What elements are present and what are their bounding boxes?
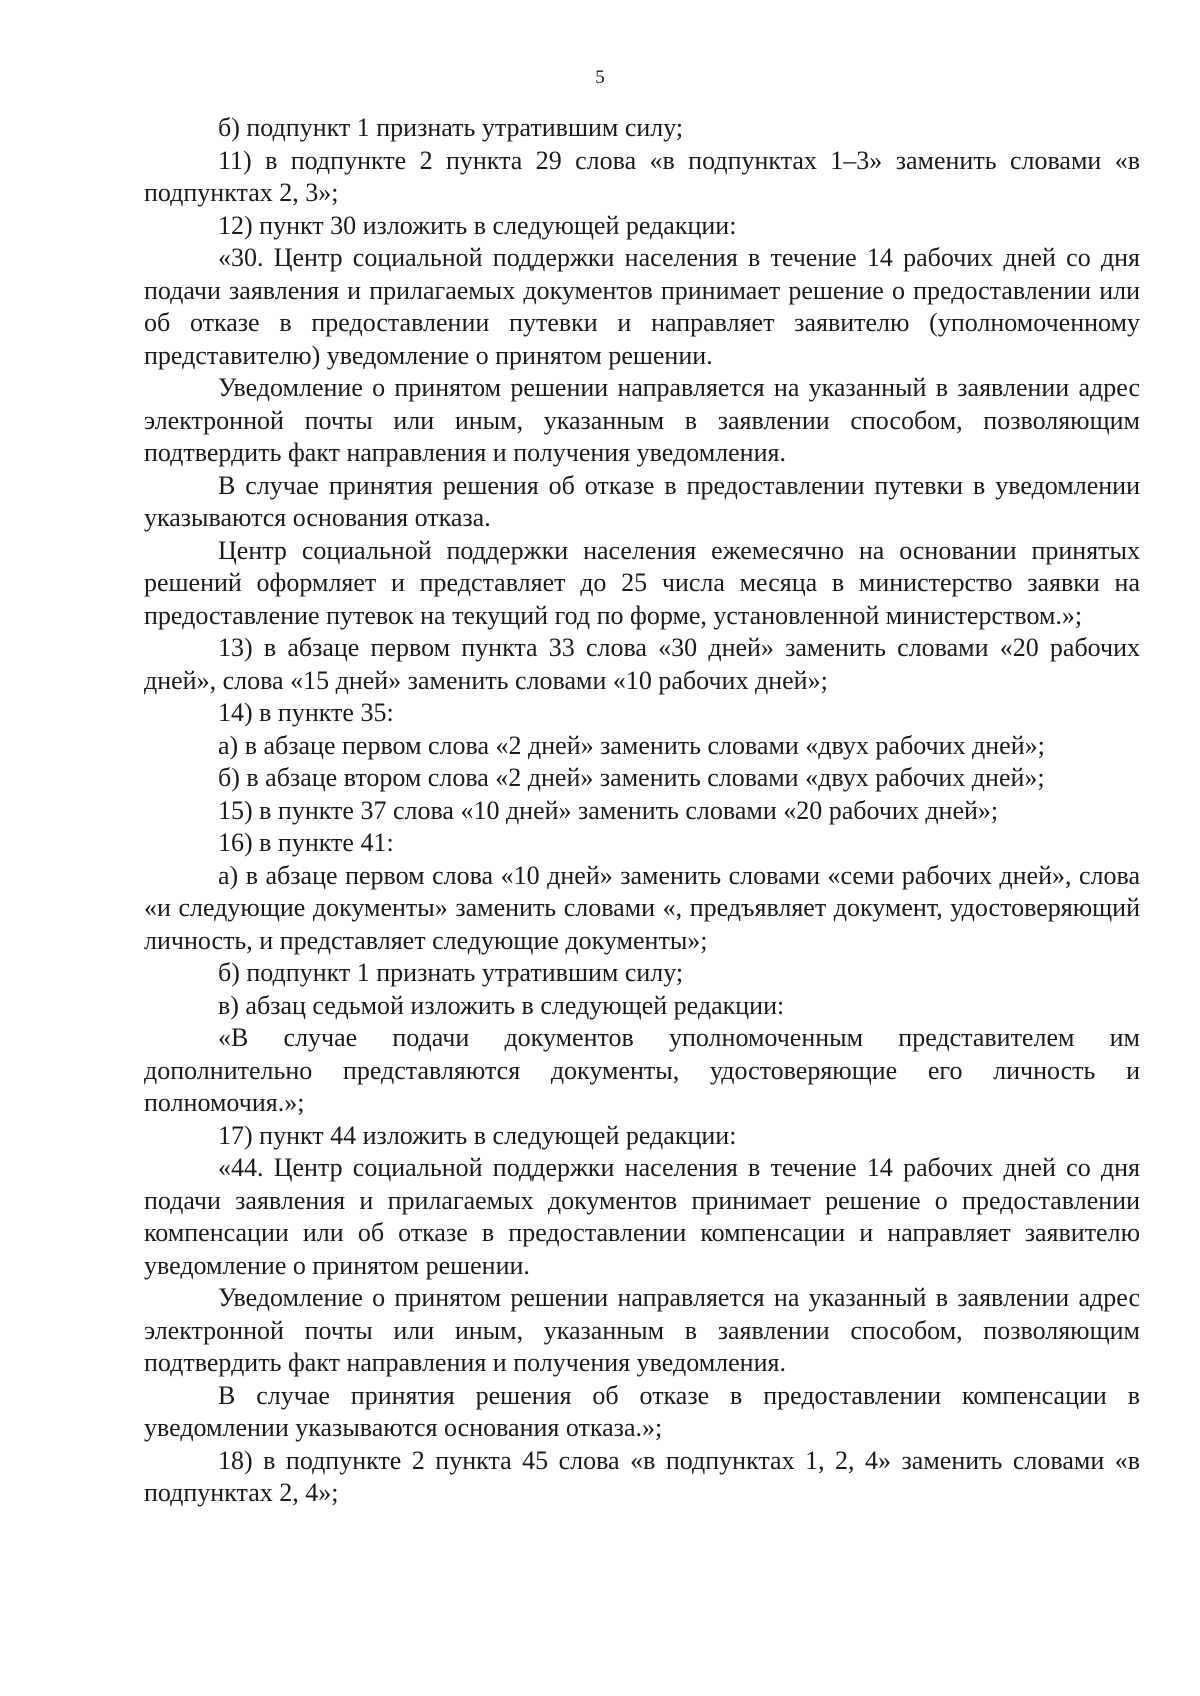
document-body bbox=[144, 112, 1140, 1510]
paragraph: б) подпункт 1 признать утратившим силу; bbox=[218, 958, 684, 987]
paragraph: 12) пункт 30 изложить в следующей редакции: bbox=[218, 210, 737, 240]
paragraph: «30. Центр социальной поддержки населения в течение 14 рабочих дней со дня подачи заявления и прилагаемых документов принимает решение о предоставлении или об отказе в предоставлении путевки и направляет заявителю (уполномоченному представителю) уведомление о принятом решении. bbox=[144, 243, 1140, 370]
paragraph: Уведомление о принятом решении направляется на указанный в заявлении адрес электронной почты или иным, указанным в заявлении способом, позволяющим подтвердить факт направления и получения уведомления. bbox=[144, 373, 1140, 467]
paragraph: 18) в подпункте 2 пункта 45 слова «в подпунктах 1, 2, 4» заменить словами «в подпунктах 2, 4»; bbox=[144, 1445, 1140, 1507]
paragraph: 11) в подпункте 2 пункта 29 слова «в подпунктах 1–3» заменить словами «в подпунктах 2, 3»; bbox=[144, 145, 1140, 207]
paragraph: Уведомление о принятом решении направляется на указанный в заявлении адрес электронной почты или иным, указанным в заявлении способом, позволяющим подтвердить факт направления и получения уведомления. bbox=[144, 1283, 1140, 1377]
paragraph: 14) в пункте 35: bbox=[218, 698, 394, 727]
paragraph: В случае принятия решения об отказе в предоставлении путевки в уведомлении указываются основания отказа. bbox=[144, 470, 1140, 532]
page-number: 5 bbox=[595, 67, 605, 88]
paragraph: а) в абзаце первом слова «2 дней» заменить словами «двух рабочих дней»; bbox=[218, 730, 1045, 760]
paragraph: в) абзац седьмой изложить в следующей редакции: bbox=[218, 990, 785, 1020]
paragraph: 16) в пункте 41: bbox=[218, 828, 394, 857]
paragraph: «В случае подачи документов уполномоченным представителем им дополнительно представляются документы, удостоверяющие его личность и полномочия.»; bbox=[144, 1023, 1140, 1117]
paragraph: 15) в пункте 37 слова «10 дней» заменить словами «20 рабочих дней»; bbox=[218, 795, 999, 825]
paragraph: 13) в абзаце первом пункта 33 слова «30 дней» заменить словами «20 рабочих дней», слова «15 дней» заменить словами «10 рабочих дней»; bbox=[144, 633, 1140, 695]
paragraph: В случае принятия решения об отказе в предоставлении компенсации в уведомлении указываются основания отказа.»; bbox=[144, 1380, 1140, 1442]
paragraph: Центр социальной поддержки населения ежемесячно на основании принятых решений оформляет и представляет до 25 числа месяца в министерство заявки на предоставление путевок на текущий год по форме, установленной министерством.»; bbox=[144, 535, 1140, 630]
paragraph: б) подпункт 1 признать утратившим силу; bbox=[218, 113, 684, 142]
paragraph: а) в абзаце первом слова «10 дней» заменить словами «семи рабочих дней», слова «и следующие документы» заменить словами «, предъявляет документ, удостоверяющий личность, и представляет следующие документы»; bbox=[144, 860, 1140, 955]
paragraph: б) в абзаце втором слова «2 дней» заменить словами «двух рабочих дней»; bbox=[218, 763, 1045, 792]
paragraph: 17) пункт 44 изложить в следующей редакции: bbox=[218, 1120, 737, 1150]
paragraph: «44. Центр социальной поддержки населения в течение 14 рабочих дней со дня подачи заявления и прилагаемых документов принимает решение о предоставлении компенсации или об отказе в предоставлении компенсации и направляет заявителю уведомление о принятом решении. bbox=[144, 1153, 1140, 1280]
